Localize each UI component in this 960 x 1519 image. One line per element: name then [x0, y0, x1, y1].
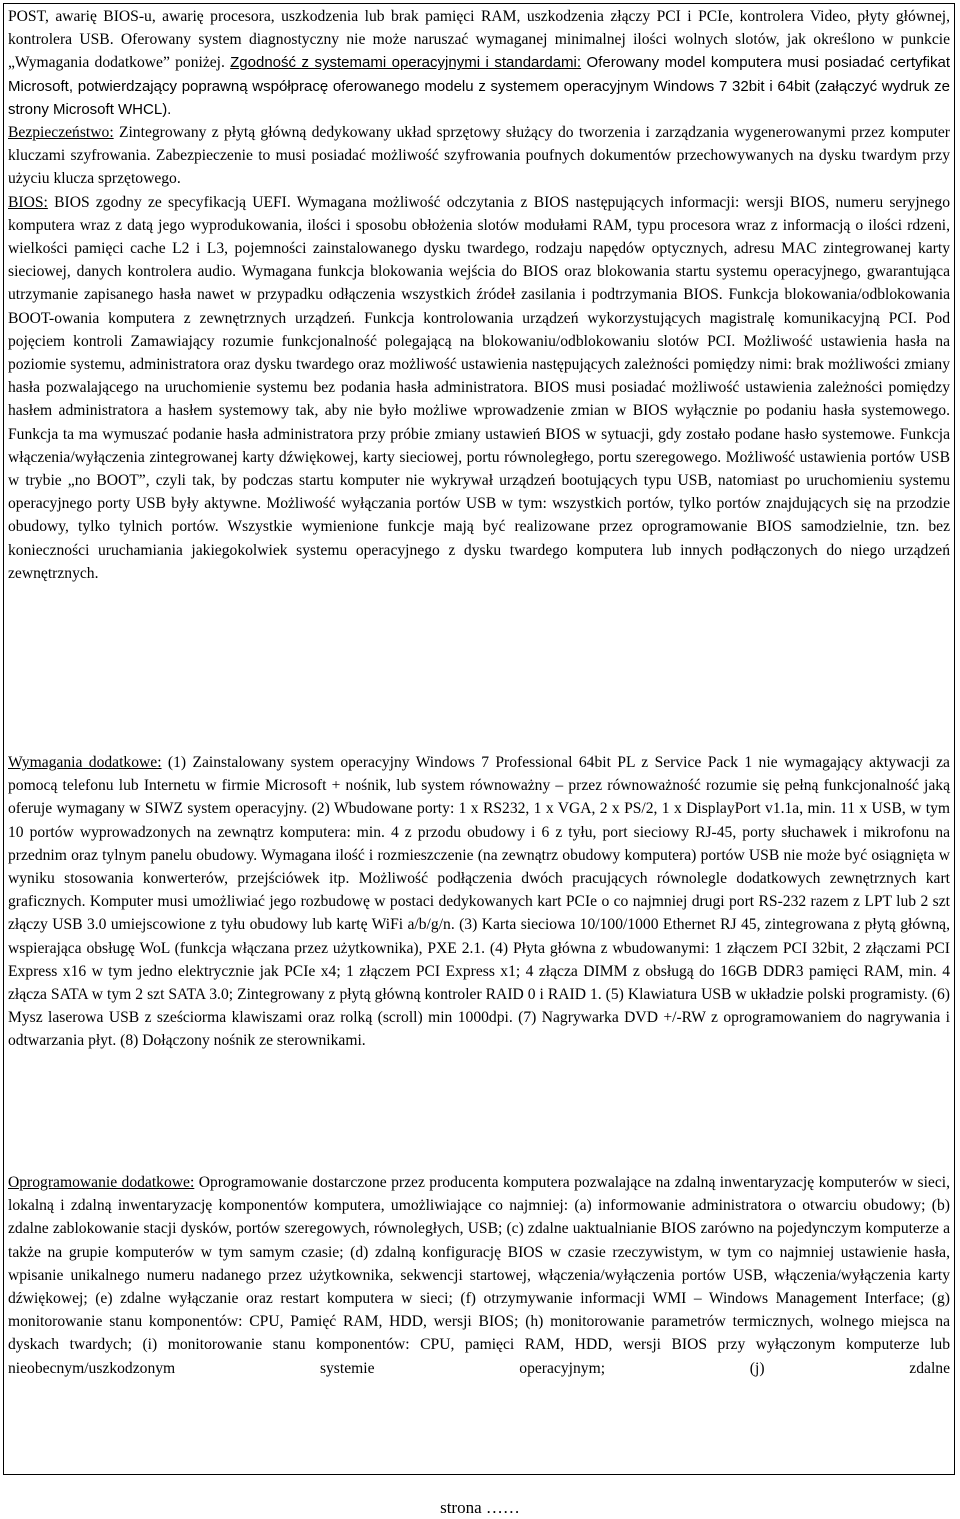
bios-paragraph: [8, 191, 950, 585]
additional-requirements-paragraph: [8, 751, 950, 1053]
page-number-label: strona ……: [440, 1498, 520, 1517]
page-footer: [0, 1498, 960, 1518]
document-frame: [3, 3, 955, 1475]
bios-text: BIOS zgodny ze specyfikacją UEFI. Wymagana możliwość odczytania z BIOS następujących informacji: wersji BIOS, numeru seryjnego komputera wraz z datą jego wyprodukowania, ilości i sposobu obłożenia slotów modułami RAM, typu procesora wraz z informacją o ilości rdzeni, wielkości pamięci cache L2 i L3, pojemności zainstalowanego dysku twardego, rodzaju napędów optycznych, adresu MAC zintegrowanej karty sieciowej, danych kontrolera audio. Wymagana funkcja blokowania wejścia do BIOS oraz blokowania startu systemu operacyjnego, gwarantująca utrzymanie zapisanego hasła nawet w przypadku odłączenia wszystkich źródeł zasilania i podtrzymania BIOS. Funkcja blokowania/odblokowania BOOT-owania komputera z zewnętrznych urządzeń. Funkcja kontrolowania urządzeń wykorzystujących magistralę komunikacyjną PCI. Pod pojęciem kontroli Zamawiający rozumie funkcjonalność polegającą na blokowaniu/odblokowaniu slotów PCI. Możliwość ustawienia hasła na poziomie systemu, administratora oraz dysku twardego oraz możliwość ustawienia następujących zależności pomiędzy nimi: brak możliwości zmiany hasła pozwalającego na uruchomienie systemu bez podania hasła administratora. BIOS musi posiadać możliwość ustawienia zależności pomiędzy hasłem administratora a hasłem systemowy tak, aby nie było możliwe wprowadzenie zmian w BIOS wyłącznie po podaniu hasła systemowego. Funkcja ta ma wymuszać podanie hasła administratora przy próbie zmiany ustawień BIOS w sytuacji, gdy zostało podane hasło systemowe. Funkcja włączenia/wyłączenia zintegrowanej karty dźwiękowej, karty sieciowej, portu równoległego, portu szeregowego. Możliwość ustawienia portów USB w trybie „no BOOT”, czyli tak, by podczas startu komputer nie wykrywał urządzeń bootujących typu USB, natomiast po uruchomieniu systemu operacyjnego porty USB były aktywne. Możliwość wyłączania portów USB w tym: wszystkich portów, tylko portów znajdujących się na przodzie obudowy, tylko tylnich portów. Wszystkie wymienione funkcje mają być realizowane przez oprogramowanie BIOS samodzielnie, tzn. bez konieczności uruchamiania jakiegokolwiek systemu operacyjnego z dysku twardego komputera lub innych podłączonych do niego urządzeń zewnętrznych.: [8, 193, 950, 582]
additional-requirements-heading: Wymagania dodatkowe:: [8, 754, 162, 771]
additional-software-text: Oprogramowanie dostarczone przez producenta komputera pozwalające na zdalną inwentaryzację komputerów w sieci, lokalną i zdalną inwentaryzację komponentów komputera, umożliwiające co najmniej: (a) informowanie administratora o otwarciu obudowy; (b) zdalne zablokowanie stacji dysków, portów szeregowych, równoległych, USB; (c) zdalne uaktualnianie BIOS zarówno na pojedynczym komputerze a także na grupie komputerów w tym samym czasie; (d) zdalną konfigurację BIOS w czasie rzeczywistym, w tym co najmniej ustawienie hasła, wpisanie unikalnego numeru nadanego przez użytkownika, sekwencji startowej, włączenia/wyłączenia portów USB, włączenia/wyłączenia karty dźwiękowej; (e) zdalne wyłączanie oraz restart komputera w sieci; (f) otrzymywanie informacji WMI – Windows Management Interface; (g) monitorowanie stanu komponentów: CPU, Pamięć RAM, HDD, wersji BIOS; (h) monitorowanie parametrów termicznych, wolnego miejsca na dyskach twardych; (i) monitorowanie stanu komponentów: CPU, pamięci RAM, HDD, wersji BIOS przy wyłączonym komputerze lub nieobecnym/uszkodzonym systemie operacyjnym; (j) zdalne: [8, 1174, 950, 1377]
compat-text: Oferowany model komputera musi posiadać certyfikat Microsoft, potwierdzający poprawną współpracę oferowanego modelu z systemem operacyjnym Windows 7 32bit i 64bit (załączyć wydruk ze strony Microsoft WHCL).: [8, 54, 950, 118]
additional-software-paragraph: [8, 1171, 950, 1380]
additional-requirements-section: [8, 751, 950, 1053]
security-heading: Bezpieczeństwo:: [8, 124, 114, 142]
additional-software-section: [8, 1171, 950, 1380]
diagnostics-text: POST, awarię BIOS-u, awarię procesora, uszkodzenia lub brak pamięci RAM, uszkodzenia złączy PCI i PCIe, kontrolera Video, płyty głównej, kontrolera USB. Oferowany system diagnostyczny nie może naruszać wymaganej minimalnej ilości wolnych slotów, jak określono w punkcie „Wymagania dodatkowe” poniżej.: [8, 8, 950, 72]
additional-software-heading: Oprogramowanie dodatkowe:: [8, 1174, 195, 1191]
bios-requirements-section: [8, 5, 950, 585]
compat-heading: Zgodność z systemami operacyjnymi i standardami:: [230, 54, 582, 72]
additional-requirements-text: (1) Zainstalowany system operacyjny Windows 7 Professional 64bit PL z Service Pack 1 nie wymagający aktywacji za pomocą telefonu lub Internetu w firmie Microsoft + nośnik, lub system równoważny – przez równoważność rozumie się pełną funkcjonalność jaką oferuje wymagany w SIWZ system operacyjny. (2) Wbudowane porty: 1 x RS232, 1 x VGA, 2 x PS/2, 1 x DisplayPort v1.1a, min. 11 x USB, w tym 10 portów wyprowadzonych na zewnątrz komputera: min. 4 z przodu obudowy i 6 z tyłu, port sieciowy RJ-45, porty słuchawek i mikrofonu na przednim oraz tylnym panelu obudowy. Wymagana ilość i rozmieszczenie (na zewnątrz obudowy komputera) portów USB nie może być osiągnięta w wyniku stosowania konwerterów, przejściówek itp. Możliwość podłączenia dwóch pracujących równolegle dodatkowych zewnętrznych kart graficznych. Komputer musi umożliwiać jego rozbudowę w postaci dedykowanych kart PCIe o co najmniej drugi port RS-232 razem z LPT lub 2 szt złączy USB 3.0 umiejscowione z tyłu obudowy lub kartę WiFi a/b/g/n. (3) Karta sieciowa 10/100/1000 Ethernet RJ 45, zintegrowana z płytą główną, wspierająca obsługę WoL (funkcja włączana przez użytkownika), PXE 2.1. (4) Płyta główna z wbudowanymi: 1 złączem PCI 32bit, 2 złączami PCI Express x16 w tym jedno elektrycznie jak PCIe x4; 1 złączem PCI Express x1; 4 złącza DIMM z obsługą do 16GB DDR3 pamięci RAM, min. 4 złącza SATA w tym 2 szt SATA 3.0; Zintegrowany z płytą główną kontroler RAID 0 i RAID 1. (5) Klawiatura USB w układzie polski programisty. (6) Mysz laserowa USB z sześciorma klawiszami oraz rolką (scroll) min 1000dpi. (7) Nagrywarka DVD +/-RW z oprogramowaniem do nagrywania i odtwarzania płyt. (8) Dołączony nośnik ze sterownikami.: [8, 754, 950, 1050]
security-text: Zintegrowany z płytą główną dedykowany układ sprzętowy służący do tworzenia i zarządzania wygenerowanymi przez komputer kluczami szyfrowania. Zabezpieczenie to musi posiadać możliwość szyfrowania poufnych dokumentów przechowywanych na dysku twardym przy użyciu klucza sprzętowego.: [8, 124, 950, 188]
diagnostics-paragraph: [8, 5, 950, 121]
security-paragraph: [8, 121, 950, 191]
bios-heading: BIOS:: [8, 193, 48, 211]
